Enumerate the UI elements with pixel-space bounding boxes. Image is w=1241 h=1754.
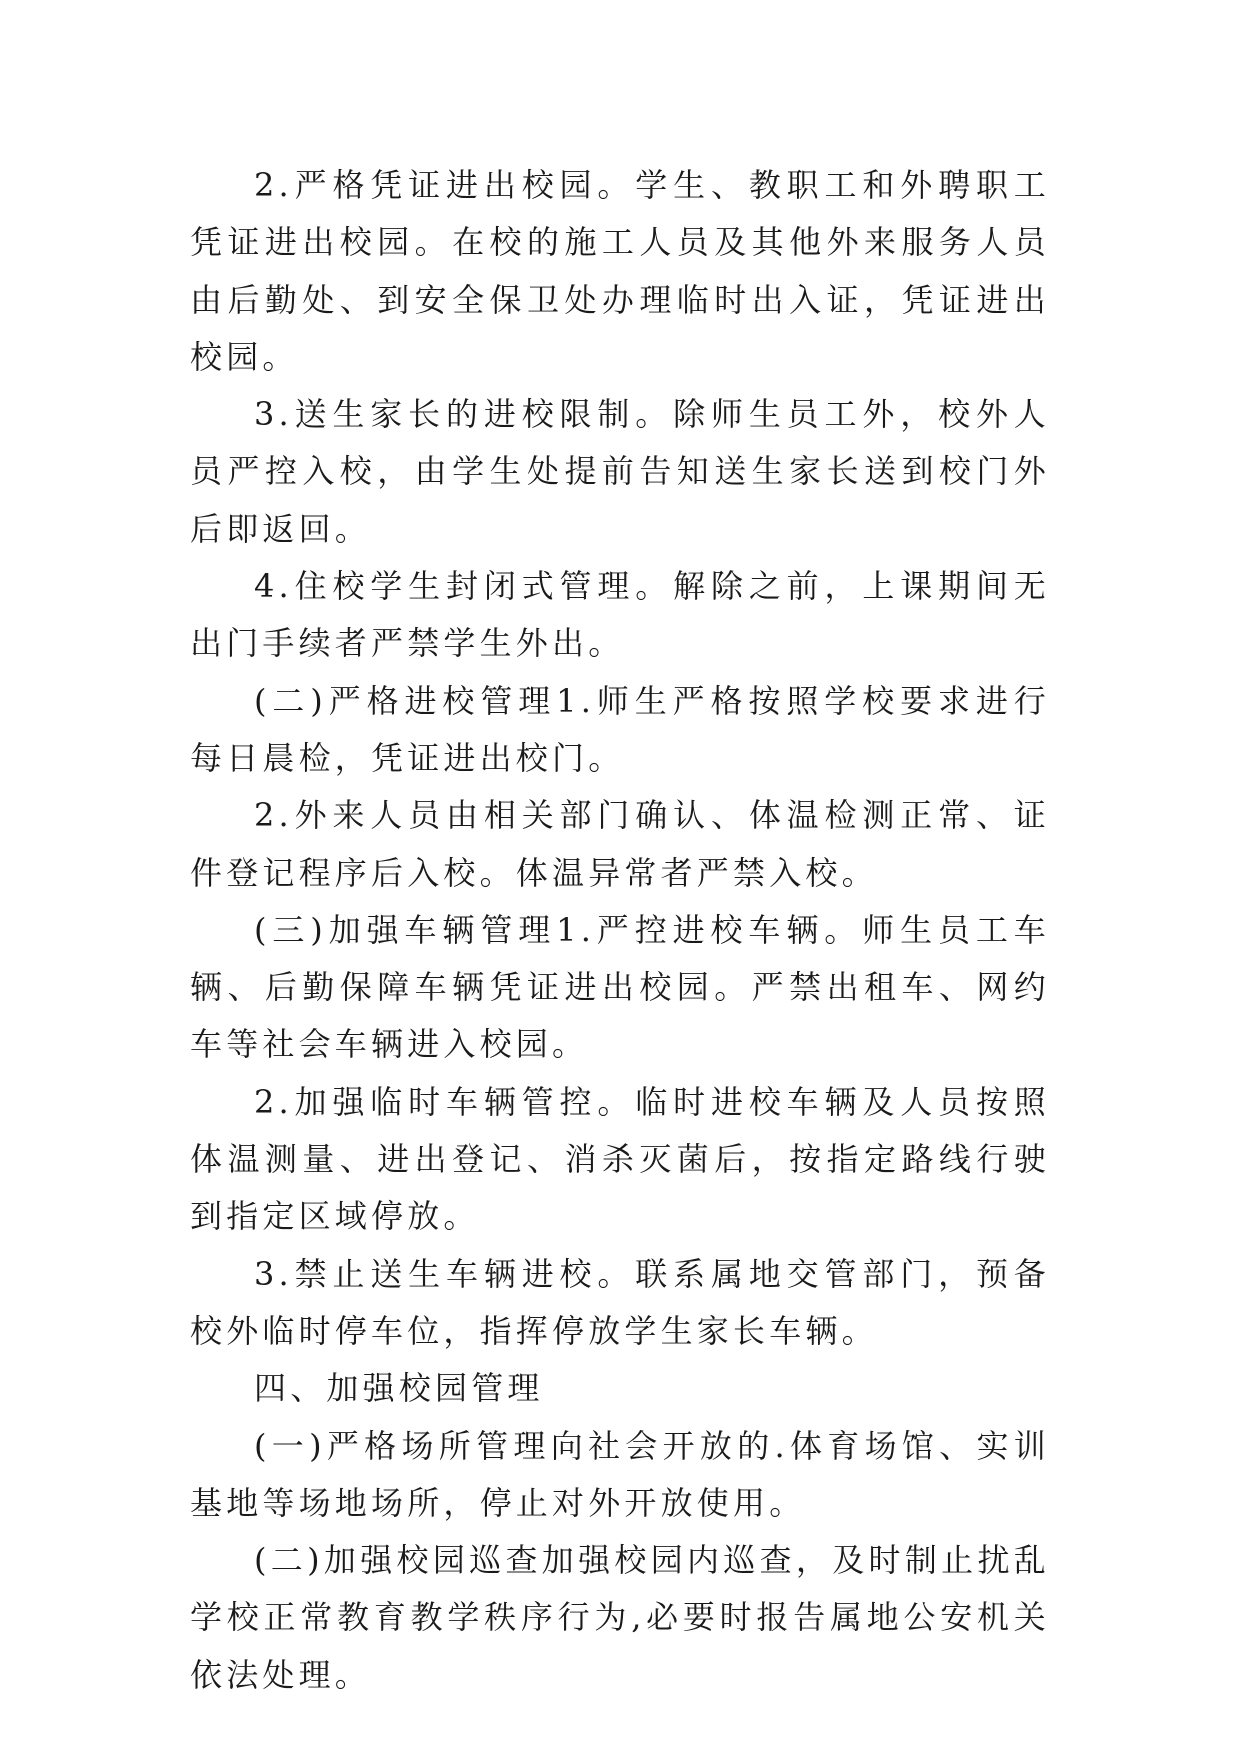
section-heading-paragraph: (一)严格场所管理向社会开放的.体育场馆、实训基地等场地场所，停止对外开放使用。 <box>190 1426 1050 1522</box>
paragraph: 2.加强临时车辆管控。临时进校车辆及人员按照体温测量、进出登记、消杀灭菌后，按指定路线行驶到指定区域停放。 <box>190 1082 1050 1236</box>
section-heading-paragraph: (二)加强校园巡查加强校园内巡查，及时制止扰乱学校正常教育教学秩序行为,必要时报告属地公安机关依法处理。 <box>190 1541 1050 1694</box>
section-heading-paragraph: (二)严格进校管理1.师生严格按照学校要求进行每日晨检，凭证进出校门。 <box>190 681 1050 777</box>
paragraph: 2.严格凭证进出校园。学生、教职工和外聘职工凭证进出校园。在校的施工人员及其他外来服务人员由后勤处、到安全保卫处办理临时出入证，凭证进出校园。 <box>190 166 1050 376</box>
chapter-heading: 四、加强校园管理 <box>254 1369 544 1408</box>
section-heading-paragraph: (三)加强车辆管理1.严控进校车辆。师生员工车辆、后勤保障车辆凭证进出校园。严禁出租车、网约车等社会车辆进入校园。 <box>190 910 1050 1064</box>
paragraph: 3.禁止送生车辆进校。联系属地交管部门，预备校外临时停车位，指挥停放学生家长车辆。 <box>190 1254 1050 1350</box>
document-body <box>190 157 1050 1704</box>
paragraph: 2.外来人员由相关部门确认、体温检测正常、证件登记程序后入校。体温异常者严禁入校。 <box>190 796 1050 892</box>
paragraph: 3.送生家长的进校限制。除师生员工外，校外人员严控入校，由学生处提前告知送生家长送到校门外后即返回。 <box>190 395 1050 548</box>
paragraph: 4.住校学生封闭式管理。解除之前，上课期间无出门手续者严禁学生外出。 <box>190 567 1050 663</box>
